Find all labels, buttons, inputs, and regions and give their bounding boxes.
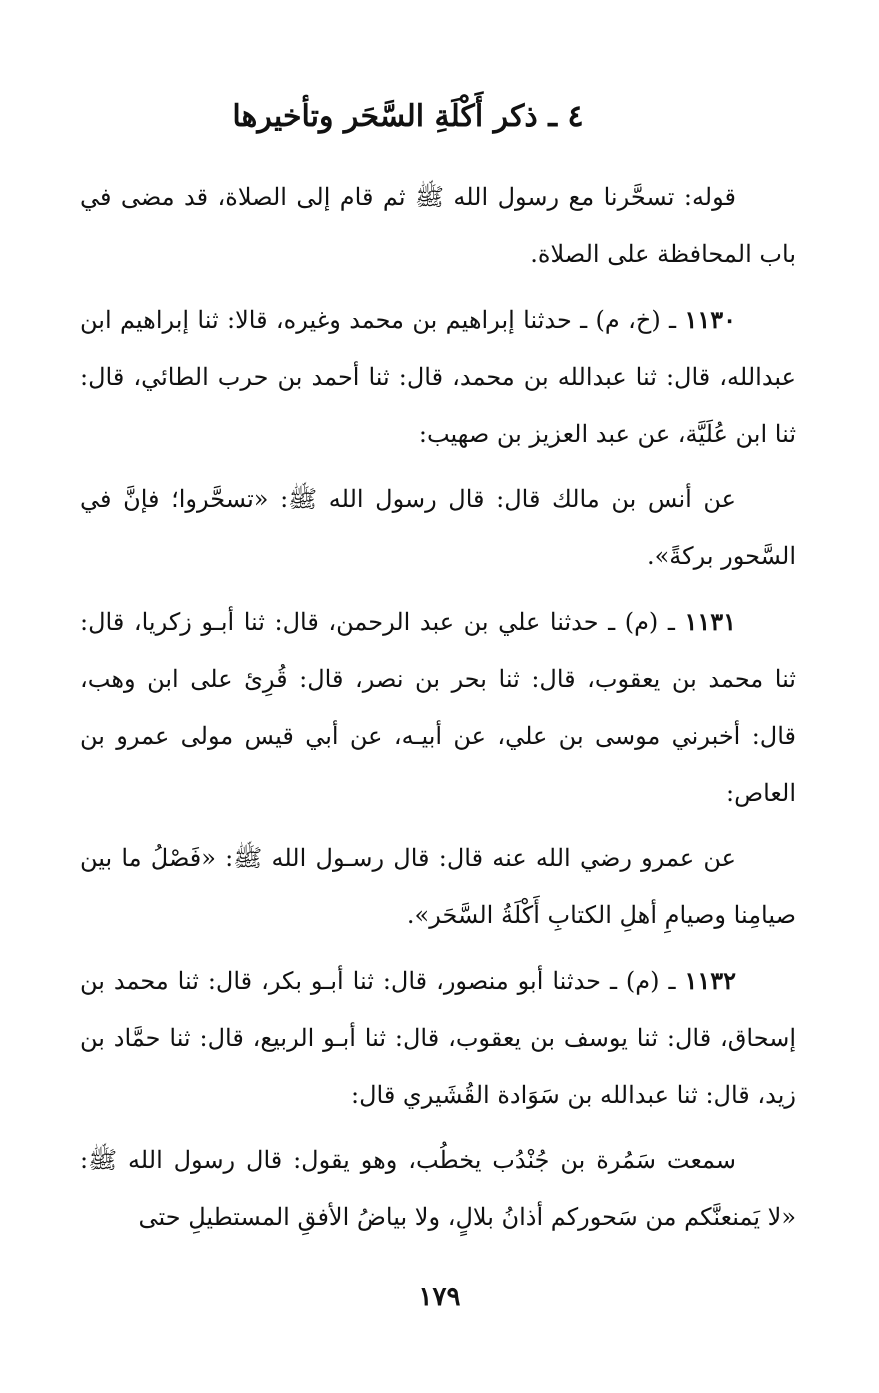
hadith-number: ١١٣١ [684,607,736,636]
chapter-title: ٤ ـ ذكر أَكْلَةِ السَّحَر وتأخيرها [232,99,584,134]
page-body [80,95,796,1254]
paragraph-intro [80,169,796,283]
isnad-text: ـ (م) ـ حدثنا علي بن عبد الرحمن، قال: ثنا أبـو زكريا، قال: ثنا محمد بن يعقوب، قال: ثنا بحر بن نصر، قال: قُرِئ على ابن وهب، قال: أخبرني موسى بن علي، عن أبيـه، عن أبي قيس مولى عمرو بن العاص: [80,608,796,807]
matn-text: عن عمرو رضي الله عنه قال: قال رسـول الله ﷺ: «فَصْلُ ما بين صيامِنا وصيامِ أهلِ الكتابِ أَكْلَةُ السَّحَر». [80,844,796,929]
isnad-text: ـ (م) ـ حدثنا أبو منصور، قال: ثنا أبـو بكر، قال: ثنا محمد بن إسحاق، قال: ثنا يوسف بن يعقوب، قال: ثنا أبـو الربيع، قال: ثنا حمَّاد بن زيد، قال: ثنا عبدالله بن سَوَادة القُشَيري قال: [80,967,796,1109]
hadith-1131 [80,593,796,822]
matn-1130 [80,471,796,585]
hadith-number: ١١٣٠ [684,305,736,334]
hadith-1132 [80,952,796,1124]
matn-1132 [80,1132,796,1246]
matn-text: عن أنس بن مالك قال: قال رسول الله ﷺ: «تسحَّروا؛ فإنَّ في السَّحور بركةً». [80,485,796,570]
matn-1131 [80,830,796,944]
hadith-number: ١١٣٢ [684,966,736,995]
matn-text: سمعت سَمُرة بن جُنْدُب يخطُب، وهو يقول: قال رسول الله ﷺ: «لا يَمنعنَّكم من سَحوركم أذانُ بلالٍ، ولا بياضُ الأفقِ المستطيلِ حتى [80,1146,796,1231]
paragraph-text: قوله: تسحَّرنا مع رسول الله ﷺ ثم قام إلى الصلاة، قد مضى في باب المحافظة على الصلاة. [80,183,796,268]
page-number: ١٧٩ [418,1282,461,1312]
hadith-1130 [80,291,796,463]
isnad-text: ـ (خ، م) ـ حدثنا إبراهيم بن محمد وغيره، قالا: ثنا إبراهيم ابن عبدالله، قال: ثنا عبدالله بن محمد، قال: ثنا أحمد بن حرب الطائي، قال: ثنا ابن عُلَيَّة، عن عبد العزيز بن صهيب: [80,306,796,448]
